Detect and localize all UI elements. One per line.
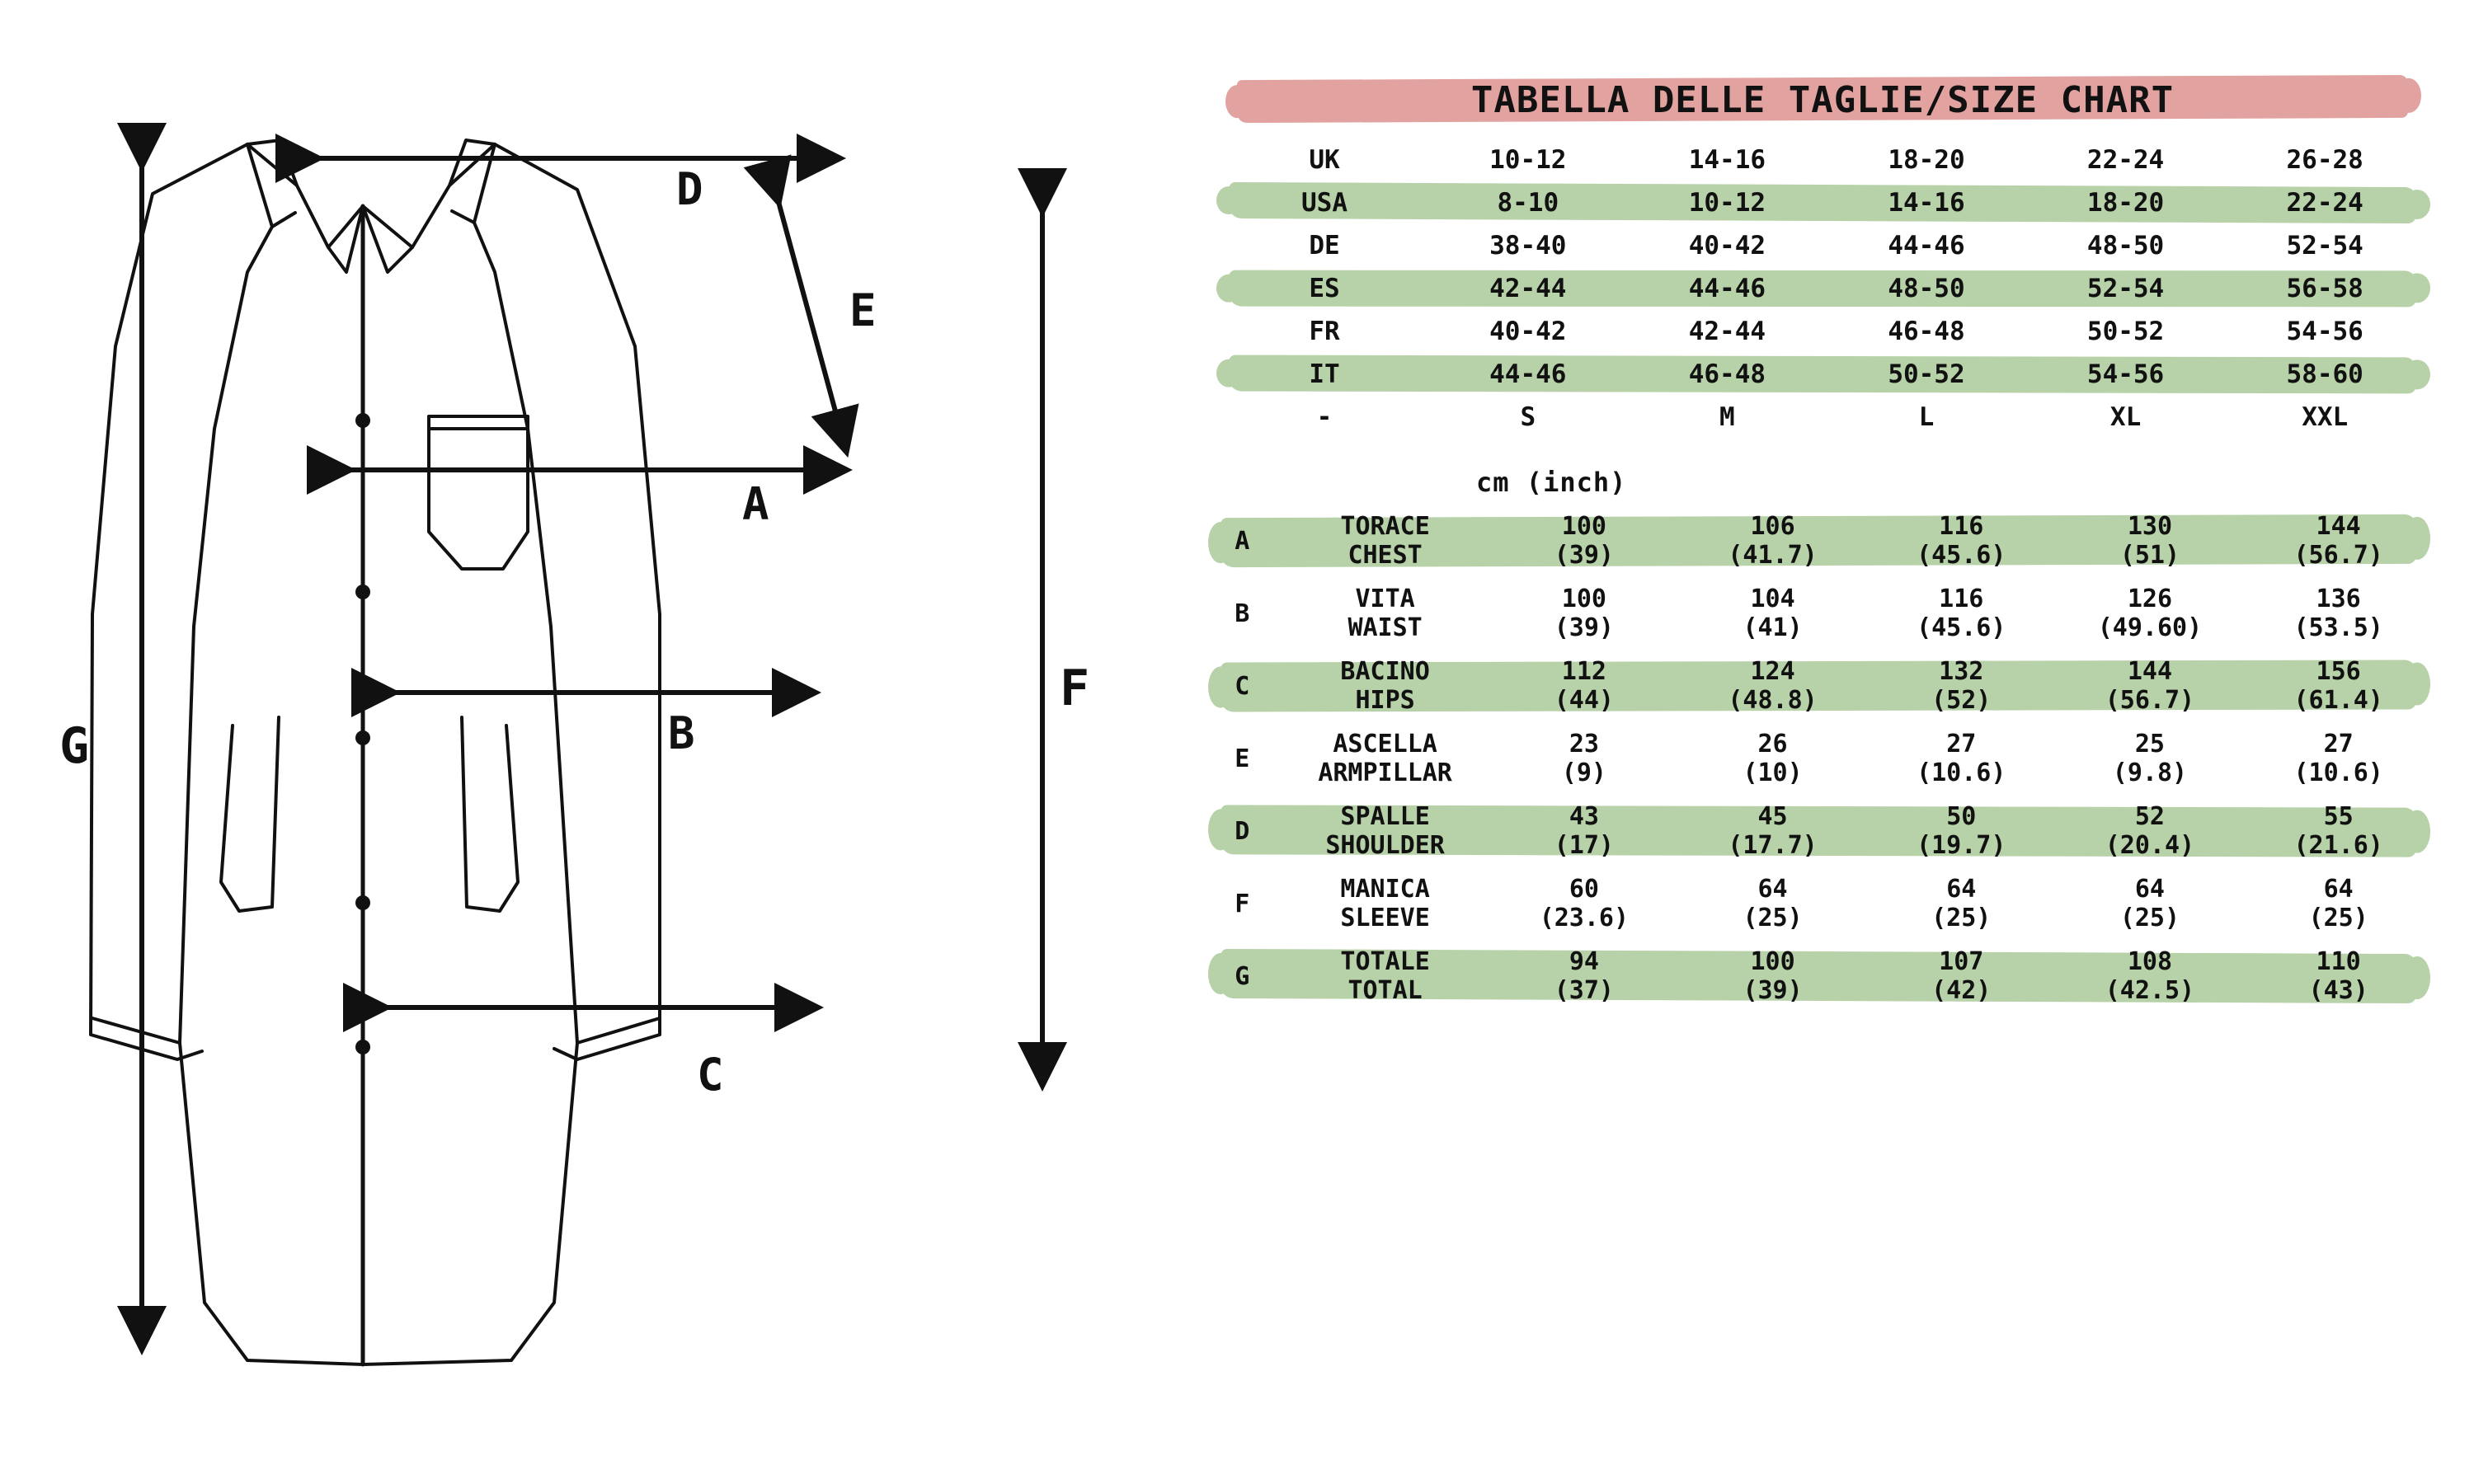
value-cm: 25 xyxy=(2134,729,2165,758)
size-value-cell: 50-52 xyxy=(1888,359,1965,389)
measurement-value-cell xyxy=(1490,505,1679,577)
size-value-cell: 54-56 xyxy=(2086,359,2165,389)
measurement-value-cell xyxy=(2244,795,2433,867)
size-value-cell: 48-50 xyxy=(1888,274,1965,303)
measurement-value-cell xyxy=(1678,577,1867,650)
size-value-cell: 18-20 xyxy=(2086,188,2165,218)
value-cm: 27 xyxy=(1946,729,1977,758)
measurement-name-en: HIPS xyxy=(1355,686,1415,715)
value-inch: (52) xyxy=(1931,686,1992,715)
value-cm: 100 xyxy=(1561,511,1606,541)
measurement-name-it: TOTALE xyxy=(1340,946,1430,976)
size-value-cell: 10-12 xyxy=(1688,188,1766,218)
size-system-label: FR xyxy=(1309,317,1340,346)
value-inch: (53.5) xyxy=(2293,613,2383,642)
value-inch: (21.6) xyxy=(2293,831,2383,860)
measurement-name xyxy=(1281,867,1490,940)
value-cm: 60 xyxy=(1569,874,1599,904)
size-value-cell: 46-48 xyxy=(1888,317,1965,346)
value-cm: 27 xyxy=(2323,729,2354,758)
value-inch: (25) xyxy=(2119,904,2180,932)
value-cm: 100 xyxy=(1561,584,1606,613)
size-value-cell: 42-44 xyxy=(1688,317,1766,346)
size-value-cell: 50-52 xyxy=(2086,317,2165,346)
diagram-label-c: C xyxy=(697,1049,724,1101)
value-cm: 104 xyxy=(1750,584,1795,613)
measurement-name-en: WAIST xyxy=(1348,613,1423,642)
size-value-cell: 40-42 xyxy=(1688,231,1766,261)
diagram-label-b: B xyxy=(668,707,695,759)
measurement-value-cell xyxy=(1867,940,2056,1012)
measurement-value-cell xyxy=(1867,505,2056,577)
measurement-letter: E xyxy=(1235,744,1250,773)
measurement-value-cell xyxy=(1490,577,1679,650)
value-cm: 112 xyxy=(1561,656,1606,686)
value-cm: 156 xyxy=(2316,656,2361,686)
value-cm: 106 xyxy=(1750,511,1795,541)
size-value-cell: XL xyxy=(2109,402,2142,432)
measurement-value-cell xyxy=(2244,940,2433,1012)
value-inch: (23.6) xyxy=(1539,904,1630,932)
size-value-cell: 52-54 xyxy=(2086,274,2165,303)
size-conversion-row xyxy=(1221,353,2425,396)
measurement-value-cell xyxy=(1678,505,1867,577)
measurement-value-cell xyxy=(1867,867,2056,940)
measurement-letter: F xyxy=(1235,889,1250,918)
value-cm: 108 xyxy=(2127,946,2173,976)
measurement-value-cell xyxy=(1867,795,2056,867)
measurement-letter: C xyxy=(1235,671,1250,701)
measurement-name xyxy=(1281,577,1490,650)
value-inch: (17.7) xyxy=(1728,831,1818,860)
measurement-value-cell xyxy=(1867,577,2056,650)
value-inch: (56.7) xyxy=(2105,686,2195,715)
measurement-name-en: CHEST xyxy=(1348,541,1423,570)
measurement-value-cell xyxy=(1490,650,1679,722)
value-inch: (44) xyxy=(1554,686,1614,715)
value-inch: (56.7) xyxy=(2293,541,2383,570)
size-value-cell: 44-46 xyxy=(1688,274,1766,303)
value-cm: 116 xyxy=(1939,584,1984,613)
value-cm: 64 xyxy=(1757,874,1788,904)
size-system-label: USA xyxy=(1301,188,1348,218)
chart-title-area xyxy=(1204,64,2474,139)
measurement-value-cell xyxy=(2056,577,2245,650)
measurement-value-cell xyxy=(1867,650,2056,722)
size-value-cell: 52-54 xyxy=(2286,231,2363,261)
value-inch: (45.6) xyxy=(1917,541,2006,570)
measurement-name xyxy=(1281,650,1490,722)
size-chart-panel xyxy=(1204,0,2474,1484)
size-conversion-row xyxy=(1221,396,2425,439)
size-value-cell: 14-16 xyxy=(1888,188,1965,218)
units-label: cm (inch) xyxy=(1476,467,1627,498)
size-value-cell: 22-24 xyxy=(2086,145,2165,175)
value-cm: 100 xyxy=(1750,946,1795,976)
value-inch: (45.6) xyxy=(1917,613,2006,642)
measurement-value-cell xyxy=(2244,867,2433,940)
value-cm: 64 xyxy=(2323,874,2354,904)
size-value-cell: 22-24 xyxy=(2286,188,2363,218)
measurement-value-cell xyxy=(1867,722,2056,795)
measurement-row xyxy=(1204,722,2433,795)
value-cm: 94 xyxy=(1569,946,1599,976)
value-cm: 136 xyxy=(2316,584,2361,613)
measurement-value-cell xyxy=(2244,577,2433,650)
measurement-row xyxy=(1204,505,2433,577)
value-inch: (39) xyxy=(1554,541,1614,570)
value-cm: 43 xyxy=(1569,801,1599,831)
measurement-value-cell xyxy=(2056,867,2245,940)
measurement-value-cell xyxy=(1490,867,1679,940)
measurements-table-wrap xyxy=(1204,505,2474,1012)
size-value-cell: 8-10 xyxy=(1497,188,1559,218)
size-conversion-row xyxy=(1221,139,2425,181)
measurement-name xyxy=(1281,940,1490,1012)
size-conversion-row xyxy=(1221,224,2425,267)
size-system-label: UK xyxy=(1309,145,1340,175)
value-cm: 144 xyxy=(2316,511,2361,541)
value-inch: (19.7) xyxy=(1917,831,2006,860)
value-inch: (51) xyxy=(2119,541,2180,570)
size-value-cell: L xyxy=(1918,402,1935,432)
measurement-value-cell xyxy=(2056,722,2245,795)
size-conversion-table xyxy=(1221,139,2425,439)
measurement-row xyxy=(1204,577,2433,650)
diagram-label-f: F xyxy=(1060,660,1090,717)
measurement-row xyxy=(1204,795,2433,867)
size-value-cell: 40-42 xyxy=(1489,317,1567,346)
measurement-name-en: TOTAL xyxy=(1348,976,1423,1005)
value-cm: 132 xyxy=(1939,656,1984,686)
measurement-value-cell xyxy=(2244,650,2433,722)
size-value-cell: 42-44 xyxy=(1489,274,1567,303)
value-inch: (20.4) xyxy=(2105,831,2195,860)
value-cm: 124 xyxy=(1750,656,1795,686)
size-value-cell: 48-50 xyxy=(2086,231,2165,261)
value-cm: 45 xyxy=(1757,801,1788,831)
value-cm: 126 xyxy=(2127,584,2173,613)
size-value-cell: 44-46 xyxy=(1489,359,1567,389)
value-inch: (10.6) xyxy=(1917,758,2006,787)
value-inch: (61.4) xyxy=(2293,686,2383,715)
value-inch: (43) xyxy=(2308,976,2368,1005)
measurement-name-it: TORACE xyxy=(1340,511,1430,541)
value-inch: (17) xyxy=(1554,831,1614,860)
value-cm: 55 xyxy=(2323,801,2354,831)
size-value-cell: 56-58 xyxy=(2286,274,2363,303)
value-cm: 23 xyxy=(1569,729,1599,758)
size-value-cell: 54-56 xyxy=(2286,317,2363,346)
measurement-value-cell xyxy=(1678,650,1867,722)
size-value-cell: M xyxy=(1719,402,1735,432)
value-inch: (42.5) xyxy=(2105,976,2195,1005)
size-value-cell: XXL xyxy=(2302,402,2349,432)
size-system-label: ES xyxy=(1309,274,1340,303)
measurement-value-cell xyxy=(1678,722,1867,795)
value-inch: (25) xyxy=(1931,904,1992,932)
measurement-letter: G xyxy=(1235,961,1250,991)
page-title: TABELLA DELLE TAGLIE/SIZE CHART xyxy=(1470,79,2175,121)
measurement-value-cell xyxy=(2056,940,2245,1012)
value-inch: (41.7) xyxy=(1728,541,1818,570)
garment-diagram xyxy=(0,0,1221,1484)
size-system-label: IT xyxy=(1309,359,1340,389)
measurement-value-cell xyxy=(2056,650,2245,722)
size-conversion-row xyxy=(1221,310,2425,353)
measurement-letter: D xyxy=(1235,816,1250,846)
value-inch: (9) xyxy=(1561,758,1606,787)
measurement-row xyxy=(1204,650,2433,722)
diagram-label-a: A xyxy=(742,478,769,530)
value-cm: 64 xyxy=(2134,874,2165,904)
measurements-table xyxy=(1204,505,2433,1012)
size-value-cell: 14-16 xyxy=(1688,145,1766,175)
value-inch: (39) xyxy=(1743,976,1803,1005)
value-cm: 64 xyxy=(1946,874,1977,904)
value-inch: (39) xyxy=(1554,613,1614,642)
measurement-value-cell xyxy=(2244,505,2433,577)
value-inch: (25) xyxy=(1743,904,1803,932)
measurement-name-en: SHOULDER xyxy=(1325,831,1445,860)
measurement-name-en: SLEEVE xyxy=(1340,904,1430,932)
size-conversion-row xyxy=(1221,181,2425,224)
diagram-label-e: E xyxy=(849,284,877,336)
size-value-cell: 46-48 xyxy=(1688,359,1766,389)
measurement-name-it: VITA xyxy=(1355,584,1415,613)
measurement-name xyxy=(1281,795,1490,867)
size-system-label: - xyxy=(1316,402,1333,432)
value-inch: (42) xyxy=(1931,976,1992,1005)
value-cm: 107 xyxy=(1939,946,1984,976)
size-value-cell: 38-40 xyxy=(1489,231,1567,261)
measurement-letter: A xyxy=(1235,526,1250,556)
value-inch: (25) xyxy=(2308,904,2368,932)
measurement-value-cell xyxy=(1678,940,1867,1012)
measurement-value-cell xyxy=(1490,795,1679,867)
size-system-label: DE xyxy=(1309,231,1340,261)
size-value-cell: 44-46 xyxy=(1888,231,1965,261)
value-inch: (10.6) xyxy=(2293,758,2383,787)
measurement-row xyxy=(1204,940,2433,1012)
size-value-cell: 18-20 xyxy=(1888,145,1965,175)
size-value-cell: 26-28 xyxy=(2286,145,2363,175)
value-cm: 116 xyxy=(1939,511,1984,541)
value-cm: 50 xyxy=(1946,801,1977,831)
measurement-name xyxy=(1281,722,1490,795)
measurement-value-cell xyxy=(1490,722,1679,795)
measurement-name-en: ARMPILLAR xyxy=(1318,758,1452,787)
measurement-name-it: MANICA xyxy=(1340,874,1430,904)
measurement-value-cell xyxy=(1678,867,1867,940)
size-conversion-row xyxy=(1221,267,2425,310)
value-cm: 52 xyxy=(2134,801,2165,831)
measurement-name-it: BACINO xyxy=(1340,656,1430,686)
value-cm: 110 xyxy=(2316,946,2361,976)
measurement-value-cell xyxy=(2244,722,2433,795)
value-inch: (37) xyxy=(1554,976,1614,1005)
measurement-letter: B xyxy=(1235,599,1250,628)
size-value-cell: 10-12 xyxy=(1489,145,1567,175)
measurement-value-cell xyxy=(2056,505,2245,577)
measurement-name-it: ASCELLA xyxy=(1333,729,1437,758)
diagram-label-d: D xyxy=(676,163,703,215)
value-cm: 26 xyxy=(1757,729,1788,758)
value-inch: (10) xyxy=(1743,758,1803,787)
measurement-name-it: SPALLE xyxy=(1340,801,1430,831)
measurement-value-cell xyxy=(1678,795,1867,867)
value-inch: (41) xyxy=(1743,613,1803,642)
value-cm: 144 xyxy=(2127,656,2173,686)
value-inch: (48.8) xyxy=(1728,686,1818,715)
value-inch: (49.60) xyxy=(2097,613,2203,642)
diagram-label-g: G xyxy=(59,717,90,775)
measurement-value-cell xyxy=(2056,795,2245,867)
value-cm: 130 xyxy=(2127,511,2173,541)
size-value-cell: S xyxy=(1520,402,1536,432)
value-inch: (9.8) xyxy=(2112,758,2188,787)
measurement-row xyxy=(1204,867,2433,940)
measurement-name xyxy=(1281,505,1490,577)
size-conversion-table-wrap xyxy=(1204,139,2474,439)
size-value-cell: 58-60 xyxy=(2286,359,2363,389)
measurement-value-cell xyxy=(1490,940,1679,1012)
